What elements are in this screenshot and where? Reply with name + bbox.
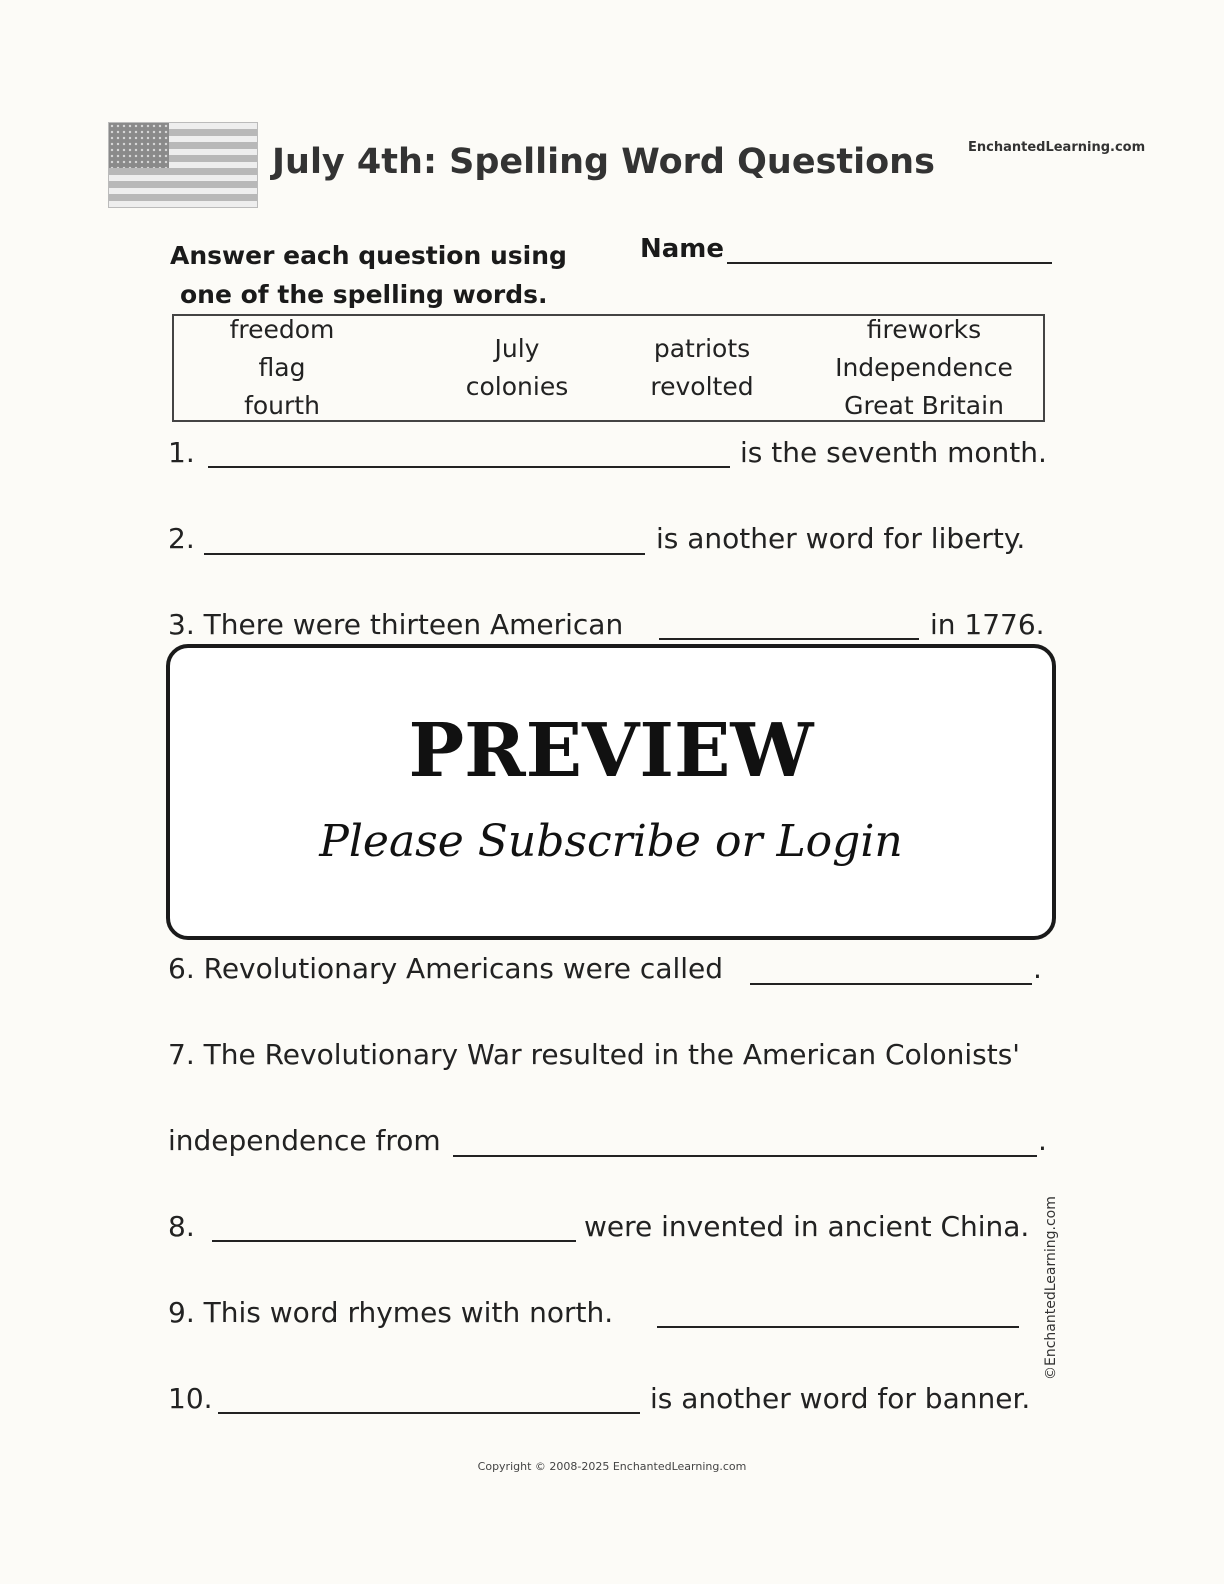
name-blank[interactable]: [727, 262, 1052, 264]
question-1-number: 1.: [168, 436, 195, 469]
question-7-blank[interactable]: [453, 1155, 1037, 1157]
question-6-blank[interactable]: [750, 983, 1032, 985]
question-2-blank[interactable]: [204, 553, 645, 555]
site-link[interactable]: EnchantedLearning.com: [968, 140, 1146, 155]
question-10-number: 10.: [168, 1382, 213, 1415]
page-title: July 4th: Spelling Word Questions: [272, 142, 935, 182]
question-3-text: 3. There were thirteen American: [168, 608, 624, 641]
word-bank-column-3: [634, 316, 770, 420]
word-bank-word: freedom: [229, 315, 335, 344]
footer-copyright: Copyright © 2008-2025 EnchantedLearning.com: [477, 1460, 747, 1473]
question-8-number: 8.: [168, 1210, 195, 1243]
word-bank-word: flag: [258, 353, 306, 382]
question-6-text-end: .: [1033, 952, 1042, 985]
subscribe-login-link[interactable]: Please Subscribe or Login: [319, 816, 903, 867]
word-bank-word: patriots: [653, 334, 751, 363]
preview-title: PREVIEW: [408, 708, 814, 794]
question-8-text: were invented in ancient China.: [584, 1210, 1030, 1243]
side-copyright: ©EnchantedLearning.com: [1043, 1196, 1059, 1380]
word-bank-word: Independence: [835, 353, 1013, 382]
question-7-text-end: .: [1038, 1124, 1047, 1157]
question-2-text: is another word for liberty.: [656, 522, 1026, 555]
word-bank-word: colonies: [465, 372, 569, 401]
preview-overlay[interactable]: [166, 644, 1056, 940]
word-bank-word: fireworks: [866, 315, 982, 344]
word-bank-word: fourth: [244, 391, 320, 420]
question-1-text: is the seventh month.: [740, 436, 1047, 469]
word-bank-column-1: [214, 316, 350, 420]
instructions-line-2: one of the spelling words.: [180, 280, 548, 309]
question-9-text: 9. This word rhymes with north.: [168, 1296, 614, 1329]
word-bank-word: July: [494, 334, 540, 363]
question-10-blank[interactable]: [218, 1412, 640, 1414]
question-7-text: 7. The Revolutionary War resulted in the American Colonists': [168, 1038, 1020, 1071]
american-flag-image: [108, 122, 258, 208]
flag-stars-canton: [109, 123, 169, 168]
question-8-blank[interactable]: [212, 1240, 576, 1242]
word-bank-word: Great Britain: [844, 391, 1004, 420]
question-7-text-line-2: independence from: [168, 1124, 441, 1157]
word-bank-word: revolted: [650, 372, 754, 401]
name-label: Name: [640, 234, 725, 264]
instructions-line-1: Answer each question using: [170, 241, 567, 270]
question-3-blank[interactable]: [659, 638, 919, 640]
question-10-text: is another word for banner.: [650, 1382, 1031, 1415]
word-bank-column-4: [829, 316, 1019, 420]
instructions: [170, 236, 567, 314]
question-6-text: 6. Revolutionary Americans were called: [168, 952, 724, 985]
word-bank-column-2: [452, 316, 582, 420]
question-2-number: 2.: [168, 522, 195, 555]
question-3-text-end: in 1776.: [930, 608, 1045, 641]
question-9-blank[interactable]: [657, 1326, 1019, 1328]
question-1-blank[interactable]: [208, 466, 730, 468]
word-bank: [172, 314, 1045, 422]
